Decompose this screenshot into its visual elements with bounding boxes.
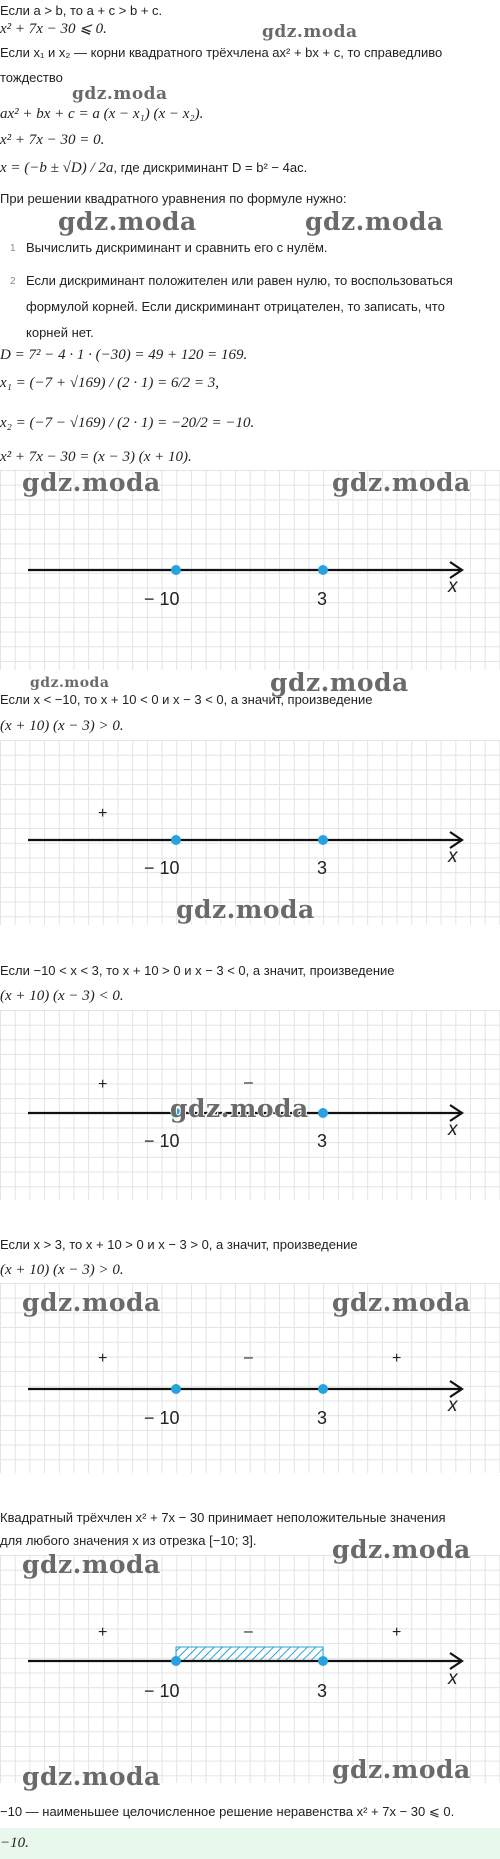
axis-name: x: [448, 846, 458, 867]
axis-label-left: − 10: [144, 1131, 180, 1151]
step-text: Если дискриминант положителен или равен нулю, то воспользоваться формулой корней. Если дискриминант отрицателен, то записать, что корней нет.: [26, 273, 453, 340]
axis-label-right: 3: [317, 858, 328, 878]
watermark: gdz.moda: [332, 1288, 471, 1317]
text-line: Если x > 3, то x + 10 > 0 и x − 3 > 0, а значит, произведение: [0, 1237, 358, 1252]
text-line: Если a > b, то a + c > b + c.: [0, 3, 163, 18]
watermark: gdz.moda: [22, 468, 161, 497]
math-line: x₂ = (−7 − √169) / (2 · 1) = −20/2 = −10.: [0, 415, 255, 431]
answer-box: [0, 1828, 500, 1859]
watermark: gdz.moda: [170, 1094, 309, 1123]
math-line: D = 7² − 4 · 1 · (−30) = 49 + 120 = 169.: [0, 347, 248, 363]
math-line: (x + 10) (x − 3) > 0.: [0, 1262, 124, 1278]
watermark: gdz.moda: [332, 1535, 471, 1564]
axis-name: x: [448, 576, 458, 597]
watermark: gdz.moda: [262, 22, 358, 42]
watermark: gdz.moda: [305, 207, 444, 236]
math-line: x² + 7x − 30 ⩽ 0.: [0, 21, 107, 37]
answer-value: −10.: [0, 1835, 29, 1851]
text-line: Если −10 < x < 3, то x + 10 > 0 и x − 3 < 0, а значит, произведение: [0, 963, 395, 978]
watermark: gdz.moda: [30, 675, 110, 691]
sign-plus: +: [98, 805, 108, 822]
text-line: тождество: [0, 70, 63, 85]
number-line-4: [0, 1283, 500, 1473]
watermark: gdz.moda: [22, 1550, 161, 1579]
watermark: gdz.moda: [270, 668, 409, 697]
sign-plus: +: [392, 1350, 402, 1367]
text-line: При решении квадратного уравнения по формуле нужно:: [0, 191, 347, 206]
solution-interval: [176, 1647, 323, 1661]
sign-plus: +: [392, 1624, 402, 1641]
axis-label-right: 3: [317, 1408, 328, 1428]
sign-minus: –: [244, 1349, 253, 1366]
number-line-5: [0, 1555, 500, 1783]
sign-plus: +: [98, 1350, 108, 1367]
math-line: (x + 10) (x − 3) < 0.: [0, 988, 124, 1004]
formula-line: [0, 160, 307, 176]
math-line: (x + 10) (x − 3) > 0.: [0, 718, 124, 734]
sign-plus: +: [98, 1624, 108, 1641]
formula-text: , где дискриминант D = b² − 4ac.: [113, 160, 308, 175]
watermark: gdz.moda: [22, 1762, 161, 1791]
axis-name: x: [448, 1395, 458, 1416]
math-line: x² + 7x − 30 = (x − 3) (x + 10).: [0, 449, 192, 465]
text-line: для любого значения x из отрезка [−10; 3].: [0, 1533, 257, 1548]
sign-minus: –: [244, 1623, 253, 1640]
sign-minus: –: [244, 1074, 253, 1091]
axis-label-right: 3: [317, 589, 328, 609]
axis-label-left: − 10: [144, 1408, 180, 1428]
text-line: Квадратный трёхчлен x² + 7x − 30 принимает неположительные значения: [0, 1510, 446, 1525]
watermark: gdz.moda: [58, 207, 197, 236]
axis-label-left: − 10: [144, 858, 180, 878]
text-line: Если x < −10, то x + 10 < 0 и x − 3 < 0, а значит, произведение: [0, 692, 373, 707]
watermark: gdz.moda: [22, 1288, 161, 1317]
watermark: gdz.moda: [72, 84, 168, 104]
axis-label-right: 3: [317, 1131, 328, 1151]
conclusion-line: −10 — наименьшее целочисленное решение неравенства x² + 7x − 30 ⩽ 0.: [0, 1804, 455, 1819]
root-formula: x = (−b ± √D) / 2a: [0, 160, 114, 176]
axis-label-right: 3: [317, 1681, 328, 1701]
axis-label-left: − 10: [144, 589, 180, 609]
step-number: 1: [10, 243, 16, 254]
watermark: gdz.moda: [176, 895, 315, 924]
text-line: Если x₁ и x₂ — корни квадратного трёхчлена ax² + bx + c, то справедливо: [0, 45, 443, 60]
watermark: gdz.moda: [332, 468, 471, 497]
step-text: Вычислить дискриминант и сравнить его с нулём.: [26, 240, 328, 255]
axis-name: x: [448, 1119, 458, 1140]
axis-name: x: [448, 1668, 458, 1689]
number-line-1: [0, 470, 500, 670]
math-line: x₁ = (−7 + √169) / (2 · 1) = 6/2 = 3,: [0, 375, 220, 391]
math-line: ax² + bx + c = a (x − x₁) (x − x₂).: [0, 106, 204, 122]
axis-label-left: − 10: [144, 1681, 180, 1701]
step-number: 2: [10, 276, 16, 287]
math-line: x² + 7x − 30 = 0.: [0, 132, 105, 148]
sign-plus: +: [98, 1076, 108, 1093]
watermark: gdz.moda: [332, 1755, 471, 1784]
